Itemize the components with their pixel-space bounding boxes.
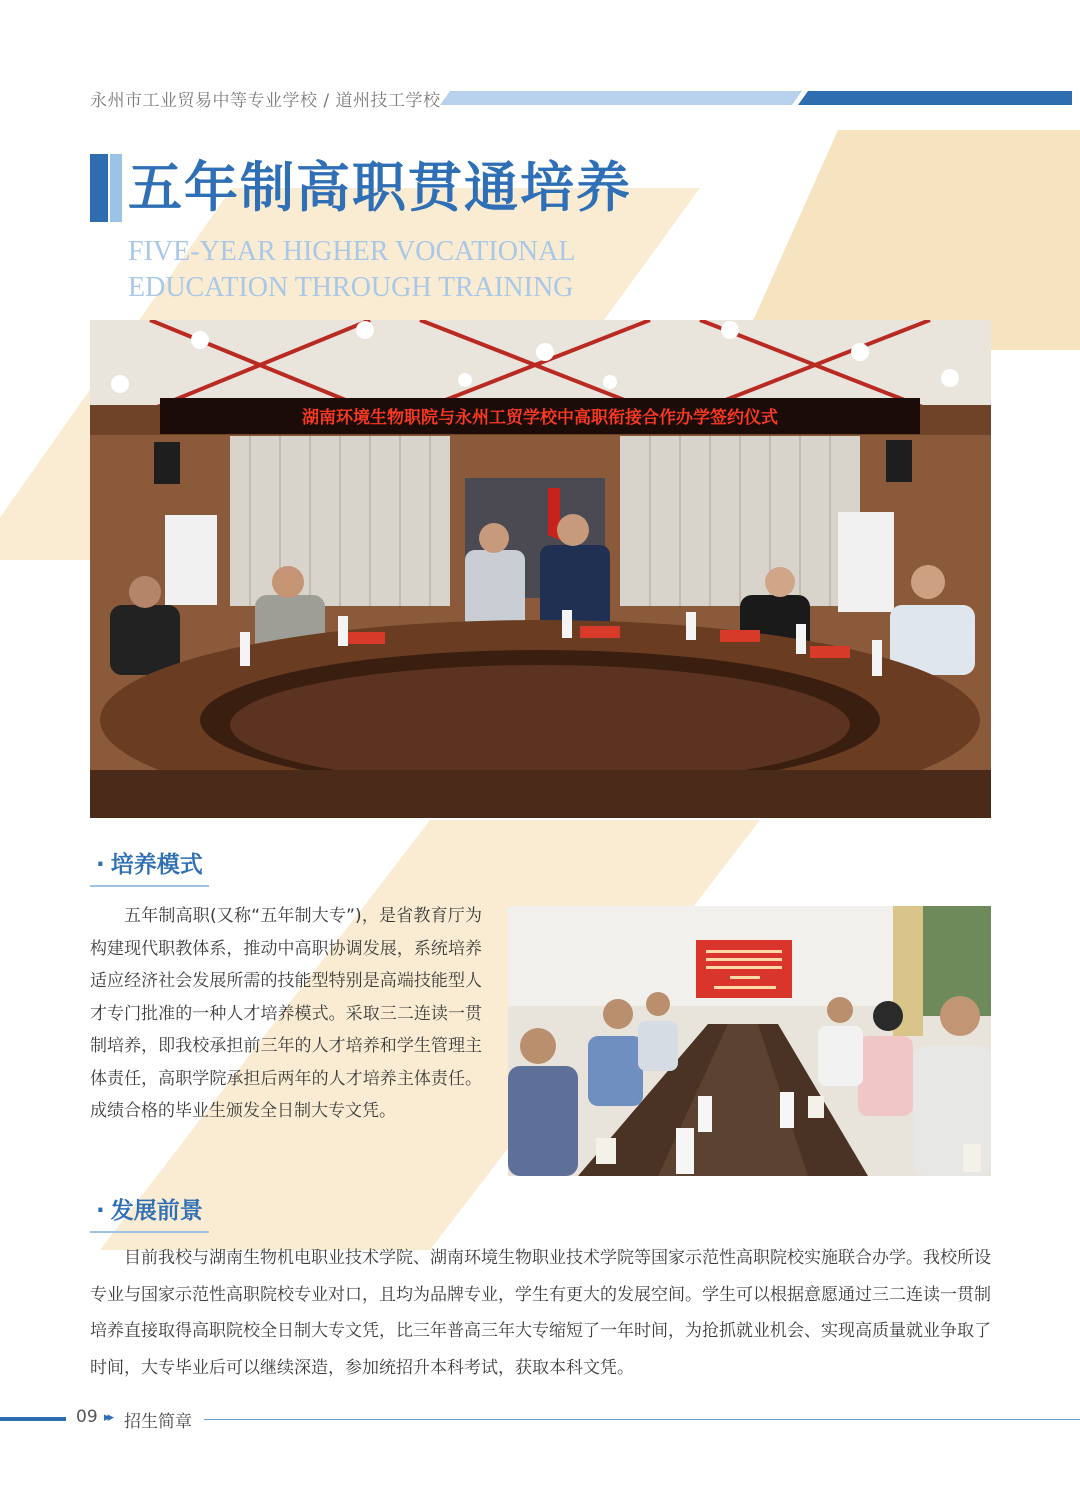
english-subtitle-line1: FIVE-YEAR HIGHER VOCATIONAL bbox=[128, 236, 576, 267]
training-mode-paragraph: 五年制高职(又称“五年制大专”)，是省教育厅为构建现代职教体系，推动中高职协调发展，系统培养适应经济社会发展所需的技能型特别是高端技能型人才专门批准的一种人才培养模式。采取三二连读一贯制培养，即我校承担前三年的人才培养和学生管理主体责任，高职学院承担后两年的人才培养主体责任。成绩合格的毕业生颁发全日制大专文凭。 bbox=[90, 906, 482, 1121]
section-heading-text: 培养模式 bbox=[110, 852, 203, 878]
header-stripes bbox=[440, 89, 1072, 107]
double-arrow-icon: ▸▸ bbox=[104, 1410, 112, 1425]
signing-ceremony-photo bbox=[90, 320, 991, 818]
section-heading-text: 发展前景 bbox=[110, 1198, 203, 1224]
title-accent-bar-light bbox=[110, 154, 122, 222]
brochure-label: 招生简章 bbox=[124, 1412, 192, 1432]
prospects-paragraph: 目前我校与湖南生物机电职业技术学院、湖南环境生物职业技术学院等国家示范性高职院校实施联合办学。我校所设专业与国家示范性高职院校专业对口，且均为品牌专业，学生有更大的发展空间。学生可以根据意愿通过三二连读一贯制培养直接取得高职院校全日制大专文凭，比三年普高三年大专缩短了一年时间，为抢抓就业机会、实现高质量就业争取了时间，大专毕业后可以继续深造，参加统招升本科考试，获取本科文凭。 bbox=[90, 1248, 991, 1378]
footer-accent-bar bbox=[0, 1417, 66, 1421]
section-heading-prospects bbox=[90, 1192, 209, 1233]
footer-rule bbox=[204, 1419, 1080, 1420]
school-name: 永州市工业贸易中等专业学校 / 道州技工学校 bbox=[90, 91, 441, 111]
title-accent-bar bbox=[90, 154, 108, 222]
section-bullet: · bbox=[96, 1198, 105, 1224]
meeting-photo bbox=[508, 906, 991, 1176]
english-subtitle-line2: EDUCATION THROUGH TRAINING bbox=[128, 272, 574, 303]
english-subtitle bbox=[128, 234, 575, 306]
page-title: 五年制高职贯通培养 bbox=[128, 156, 632, 219]
section-heading-training-mode bbox=[90, 846, 209, 887]
section-bullet: · bbox=[96, 852, 105, 878]
page-number: 09 bbox=[76, 1407, 98, 1427]
ceremony-banner-text: 湖南环境生物职院与永州工贸学校中高职衔接合作办学签约仪式 bbox=[302, 408, 778, 427]
